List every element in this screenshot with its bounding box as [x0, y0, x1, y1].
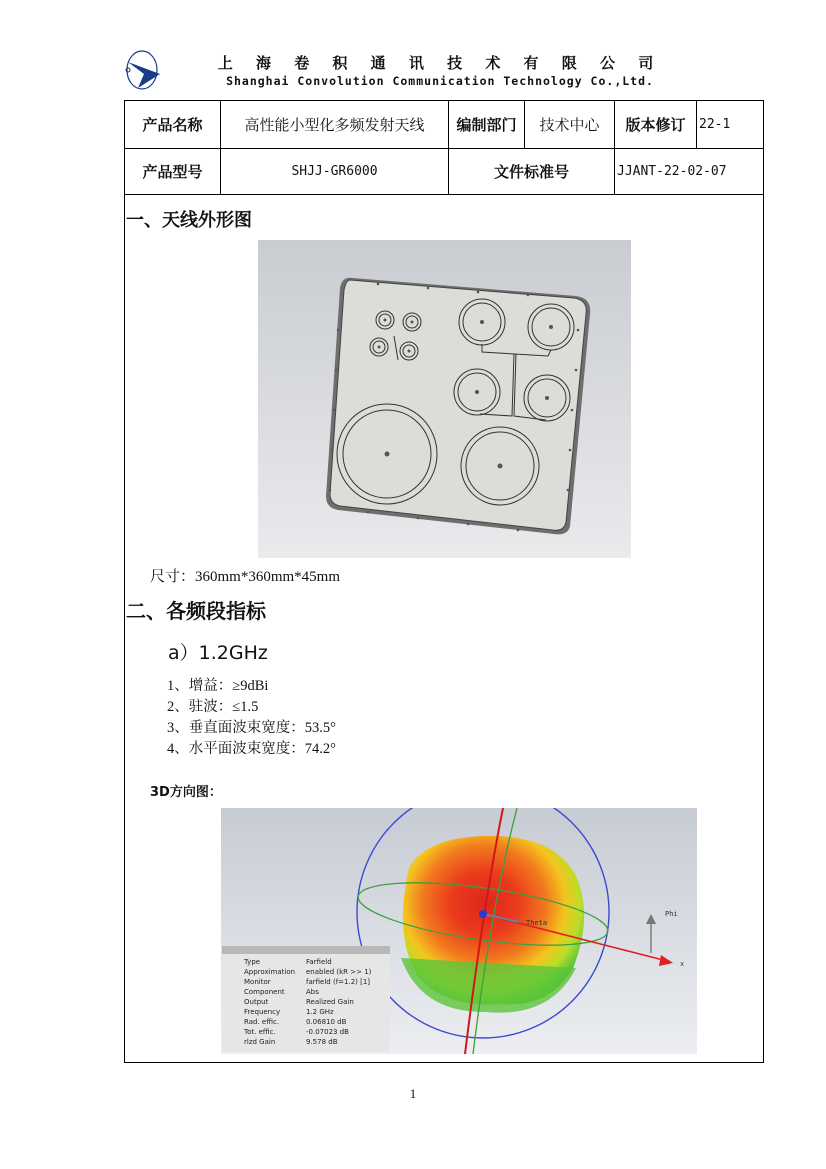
section-2-title: 二、各频段指标: [126, 599, 266, 623]
farfield-row-value: Farfield: [306, 958, 332, 966]
farfield-row-value: Abs: [306, 988, 319, 996]
farfield-row-label: rlzd Gain: [244, 1038, 276, 1046]
doc-number-value: JJANT-22-02-07: [617, 164, 727, 179]
farfield-row-value: enabled (kR >> 1): [306, 968, 372, 976]
farfield-info-header: [222, 946, 390, 954]
farfield-row-label: Frequency: [244, 1008, 281, 1016]
spec-gain: 1、增益：≥9dBi: [167, 678, 269, 694]
spec-vswr: 2、驻波：≤1.5: [167, 699, 259, 715]
company-name-cn: 上 海 卷 积 通 讯 技 术 有 限 公 司: [217, 54, 663, 72]
spec-vertical-beamwidth: 3、垂直面波束宽度：53.5°: [167, 720, 336, 736]
section-1-title: 一、天线外形图: [126, 210, 252, 231]
company-name-en: Shanghai Convolution Communication Technology Co.,Ltd.: [226, 74, 654, 88]
farfield-row-value: farfield (f=1.2) [1]: [306, 978, 371, 986]
band-title: a）1.2GHz: [168, 642, 268, 664]
farfield-row-value: 9.578 dB: [306, 1038, 338, 1046]
farfield-row-label: Approximation: [244, 968, 296, 976]
farfield-row-value: Realized Gain: [306, 998, 354, 1006]
revision-value: 22-1: [699, 117, 731, 132]
farfield-row-value: -0.07023 dB: [306, 1028, 349, 1036]
phi-axis-label: Phi: [665, 910, 678, 918]
product-name-label: 产品名称: [142, 116, 203, 134]
model-label: 产品型号: [142, 163, 203, 181]
farfield-row-label: Monitor: [244, 978, 271, 986]
x-axis-label: x: [680, 960, 685, 968]
farfield-row-label: Component: [244, 988, 285, 996]
page-number: 1: [409, 1086, 417, 1101]
pattern-title: 3D方向图：: [150, 785, 222, 800]
farfield-row-value: 1.2 GHz: [306, 1008, 334, 1016]
company-logo-icon: [124, 48, 164, 92]
farfield-row-label: Type: [244, 958, 261, 966]
antenna-dimensions: 尺寸：360mm*360mm*45mm: [150, 569, 341, 585]
spec-horizontal-beamwidth: 4、水平面波束宽度：74.2°: [167, 741, 336, 757]
revision-label: 版本修订: [625, 116, 686, 134]
table-divider: [124, 194, 764, 195]
farfield-row-label: Rad. effic.: [244, 1018, 280, 1026]
farfield-info-panel: [222, 946, 390, 1052]
model-value: SHJJ-GR6000: [291, 164, 378, 179]
farfield-row-value: 0.06810 dB: [306, 1018, 347, 1026]
dept-label: 编制部门: [456, 116, 517, 134]
antenna-3d-model-image: [258, 240, 631, 558]
dept-value: 技术中心: [539, 118, 600, 134]
product-name-value: 高性能小型化多频发射天线: [244, 118, 425, 134]
theta-axis-label: Theta: [526, 919, 548, 927]
farfield-row-label: Tot. effic.: [244, 1028, 276, 1036]
farfield-row-label: Output: [244, 998, 269, 1006]
doc-number-label: 文件标准号: [493, 163, 569, 181]
